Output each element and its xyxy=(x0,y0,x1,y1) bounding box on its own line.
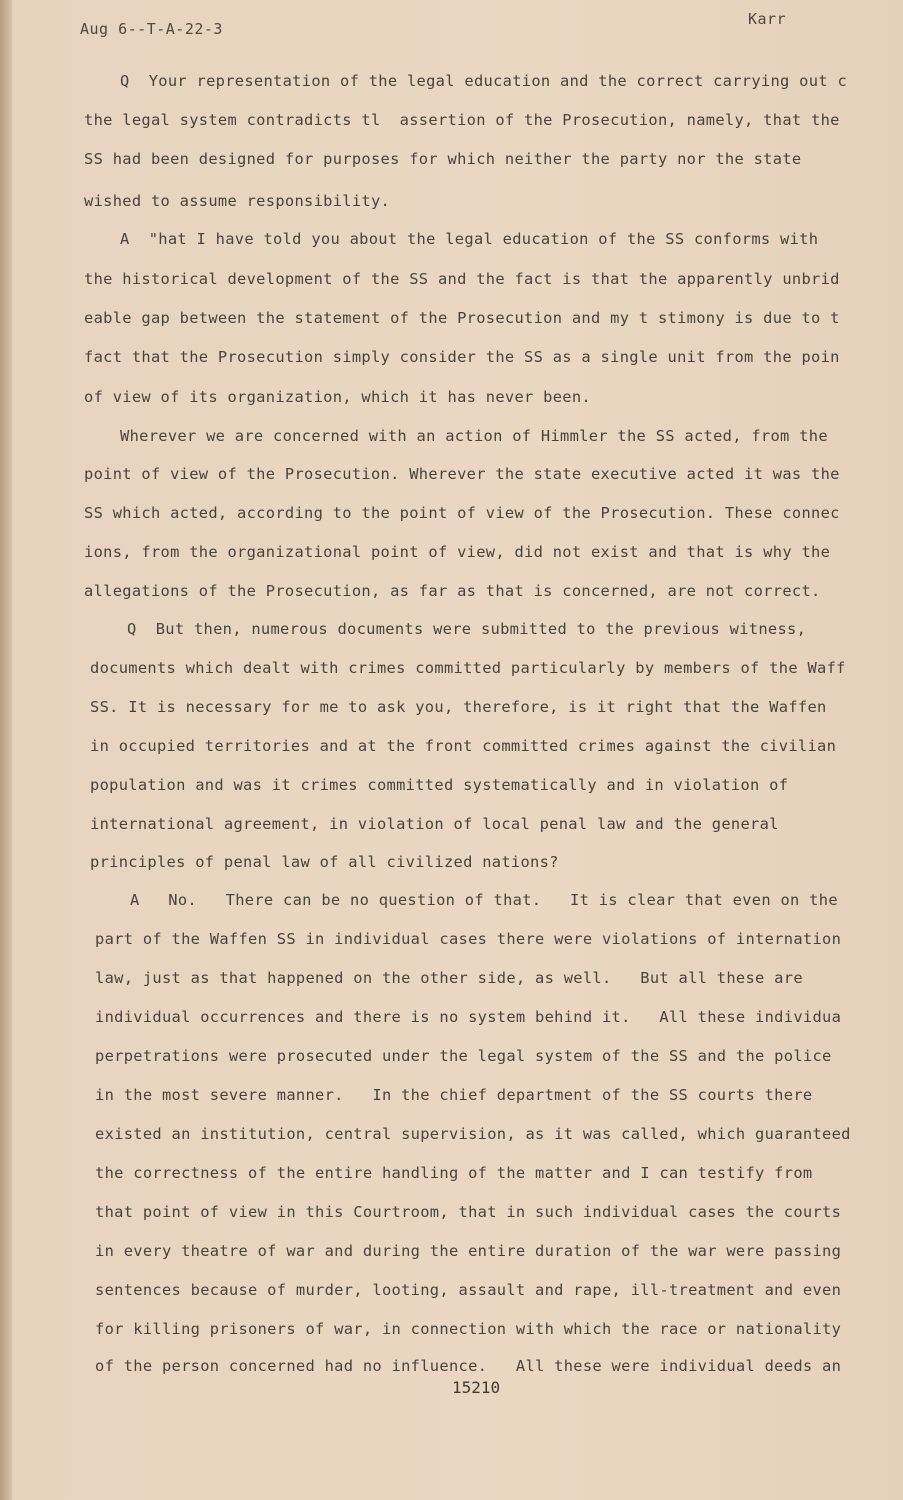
text-line: of the person concerned had no influence. All these were individual deeds an xyxy=(95,1357,842,1375)
text-line: ions, from the organizational point of view, did not exist and that is why the xyxy=(84,543,831,561)
text-line: allegations of the Prosecution, as far as that is concerned, are not correct. xyxy=(84,582,821,600)
text-line: the correctness of the entire handling of the matter and I can testify from xyxy=(95,1164,813,1182)
witness-name: Karr xyxy=(748,10,787,28)
text-line: individual occurrences and there is no system behind it. All these individua xyxy=(95,1008,842,1026)
text-line: in occupied territories and at the front committed crimes against the civilian xyxy=(90,737,837,755)
text-line: principles of penal law of all civilized nations? xyxy=(90,853,559,871)
text-line: the legal system contradicts tl assertion of the Prosecution, namely, that the xyxy=(84,111,840,129)
text-line: SS which acted, according to the point of view of the Prosecution. These connec xyxy=(84,504,840,522)
text-line: Wherever we are concerned with an action of Himmler the SS acted, from the xyxy=(120,427,828,445)
text-line: law, just as that happened on the other side, as well. But all these are xyxy=(95,969,803,987)
text-line: population and was it crimes committed systematically and in violation of xyxy=(90,776,789,794)
text-line: eable gap between the statement of the Prosecution and my t stimony is due to t xyxy=(84,309,840,327)
text-line: A No. There can be no question of that. It is clear that even on the xyxy=(130,891,838,909)
text-line: Q But then, numerous documents were submitted to the previous witness, xyxy=(127,620,807,638)
text-line: in every theatre of war and during the entire duration of the war were passing xyxy=(95,1242,842,1260)
text-line: that point of view in this Courtroom, that in such individual cases the courts xyxy=(95,1203,842,1221)
text-line: Q Your representation of the legal education and the correct carrying out c xyxy=(120,72,848,90)
text-line: point of view of the Prosecution. Wherever the state executive acted it was the xyxy=(84,465,840,483)
text-line: part of the Waffen SS in individual cases there were violations of internation xyxy=(95,930,842,948)
page-number: 15210 xyxy=(452,1378,501,1397)
text-line: sentences because of murder, looting, assault and rape, ill-treatment and even xyxy=(95,1281,842,1299)
text-line: wished to assume responsibility. xyxy=(84,192,391,210)
text-line: SS. It is necessary for me to ask you, therefore, is it right that the Waffen xyxy=(90,698,827,716)
document-reference: Aug 6-‑T-A-22-3 xyxy=(80,20,223,38)
text-line: in the most severe manner. In the chief department of the SS courts there xyxy=(95,1086,813,1104)
text-line: SS had been designed for purposes for which neither the party nor the state xyxy=(84,150,802,168)
text-line: the historical development of the SS and the fact is that the apparently unbrid xyxy=(84,270,840,288)
paper-edge xyxy=(0,0,12,1500)
text-line: of view of its organization, which it has never been. xyxy=(84,388,591,406)
text-line: international agreement, in violation of local penal law and the general xyxy=(90,815,779,833)
text-line: existed an institution, central supervision, as it was called, which guaranteed xyxy=(95,1125,851,1143)
text-line: fact that the Prosecution simply consider the SS as a single unit from the poin xyxy=(84,348,840,366)
text-line: documents which dealt with crimes committed particularly by members of the Waff xyxy=(90,659,846,677)
text-line: A "hat I have told you about the legal education of the SS conforms with xyxy=(120,230,819,248)
text-line: perpetrations were prosecuted under the legal system of the SS and the police xyxy=(95,1047,832,1065)
text-line: for killing prisoners of war, in connection with which the race or nationality xyxy=(95,1320,842,1338)
